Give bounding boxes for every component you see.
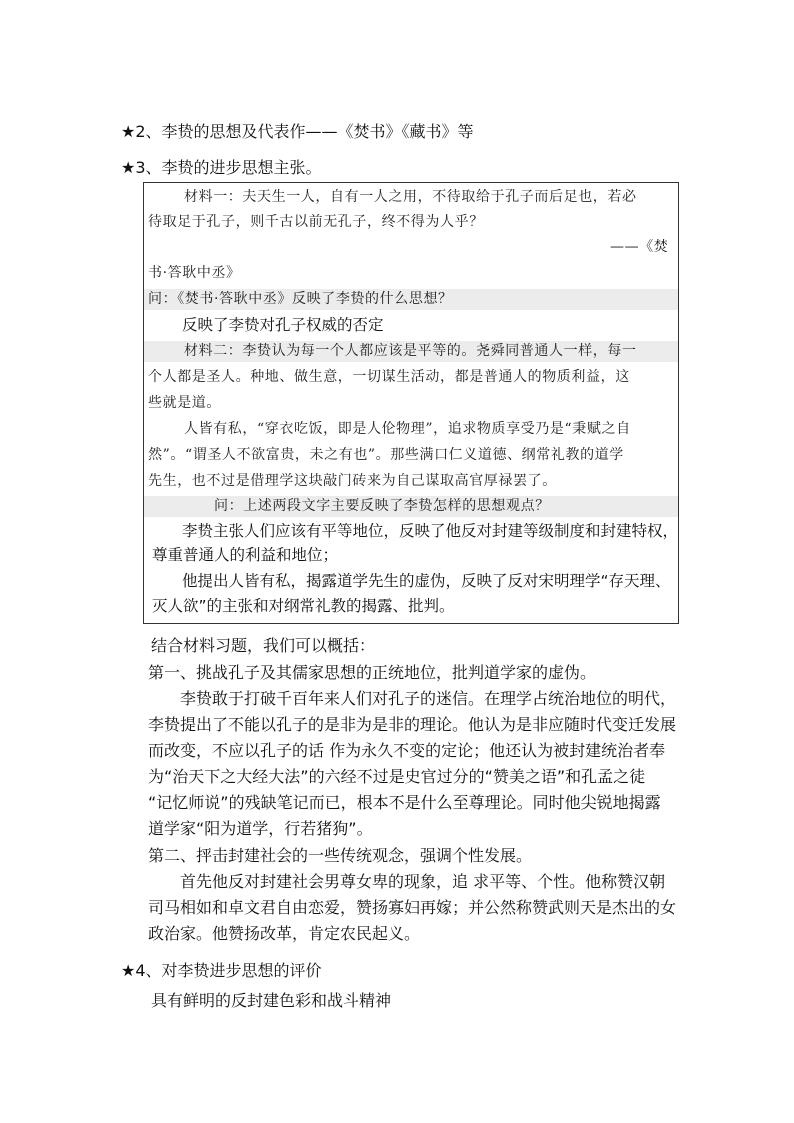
material-1-line: 材料一：夫天生一人，自有一人之用，不待取给于孔子而后足也，若必 [184,189,637,205]
section-4-answer: 具有鲜明的反封建色彩和战斗精神 [151,991,392,1010]
question-1: 问：《焚书·答耿中丞》反映了李贽的什么思想？ [144,289,679,310]
material-2-line: 先生，也不过是借理学这块敲门砖来为自己谋取高官厚禄罢了。 [148,473,557,489]
material-2-line: 材料二：李贽认为每一个人都应该是平等的。尧舜同普通人一样，每一 [144,341,678,362]
answer-2-line: 李贽主张人们应该有平等地位，反映了他反对封建等级制度和封建特权， [182,522,679,540]
material-box [143,182,679,624]
answer-1: 反映了李贽对孔子权威的否定 [182,316,384,334]
material-2-line: 人皆有私，“穿衣吃饭，即是人伦物理”，追求物质享受乃是“秉赋之自 [184,421,631,437]
point-2-line: 政治家。他赞扬改革，肯定农民起义。 [148,924,421,943]
section-3-title: ★3、李贽的进步思想主张。 [121,158,322,177]
point-1-line: 道学家“阳为道学，行若猪狗”。 [148,819,373,838]
question-2: 问：上述两段文字主要反映了李贽怎样的思想观点？ [144,496,678,517]
material-2-line: 些就是道。 [148,395,221,411]
point-2-title: 第二、抨击封建社会的一些传统观念，强调个性发展。 [148,846,533,865]
point-1-line: 为“治天下之大经大法”的六经不过是史官过分的“赞美之语”和孔孟之徒 [148,767,646,786]
point-1-line: “记忆师说”的残缺笔记而已，根本不是什么至尊理论。同时他尖锐地揭露 [148,793,661,812]
point-2-line: 司马相如和卓文君自由恋爱，赞扬寡妇再嫁；并公然称赞武则天是杰出的女 [148,898,677,917]
point-1-line: 李贽提出了不能以孔子的是非为是非的理论。他认为是非应随时代变迁发展 [148,715,677,734]
answer-2-line: 他提出人皆有私，揭露道学先生的虚伪，反映了反对宋明理学“存天理、 [182,572,671,590]
answer-2-line: 灭人欲”的主张和对纲常礼教的揭露、批判。 [152,597,455,615]
material-2-line: 个人都是圣人。种地、做生意，一切谋生活动，都是普通人的物质利益，这 [148,369,630,385]
material-1-line: 待取足于孔子，则千古以前无孔子，终不得为人乎？ [148,214,484,230]
point-1-line: 而改变，不应以孔子的话 作为永久不变的定论；他还认为被封建统治者奉 [148,741,666,760]
point-1-title: 第一、挑战孔子及其儒家思想的正统地位，批判道学家的虚伪。 [148,663,597,682]
answer-2-line: 尊重普通人的利益和地位； [152,546,339,564]
point-1-line: 李贽敢于打破千百年来人们对孔子的迷信。在理学占统治地位的明代， [180,689,677,708]
point-2-line: 首先他反对封建社会男尊女卑的现象，追 求平等、个性。他称赞汉朝 [180,872,666,891]
material-1-source: ——《焚 [610,239,669,255]
summary-intro: 结合材料习题，我们可以概括： [151,636,376,655]
material-1-source: 书·答耿中丞》 [148,265,241,281]
section-4-title: ★4、对李贽进步思想的评价 [121,961,322,980]
section-2-title: ★2、李贽的思想及代表作——《焚书》《藏书》等 [121,122,474,141]
material-2-line: 然”。“谓圣人不欲富贵，未之有也”。那些满口仁义道德、纲常礼教的道学 [148,447,624,463]
